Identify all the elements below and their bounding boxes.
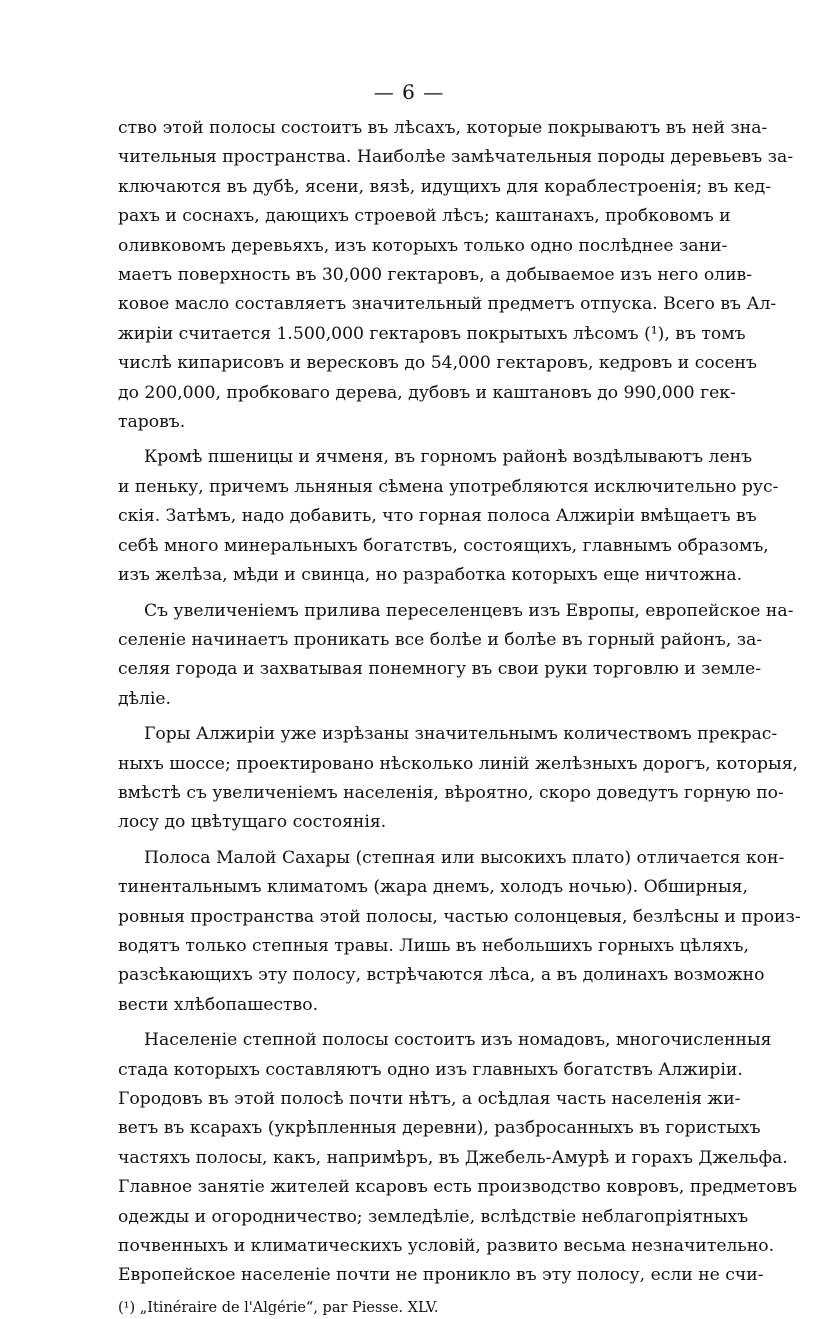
text-line: водятъ только степныя травы. Лишь въ небольшихъ горныхъ цѣляхъ, xyxy=(118,935,749,956)
text-line: разсѣкающихъ эту полосу, встрѣчаются лѣса, а въ долинахъ возможно xyxy=(118,965,765,986)
text-line: жиріи считается 1.500,000 гектаровъ покрытыхъ лѣсомъ (¹), въ томъ xyxy=(118,323,746,344)
text-line: таровъ. xyxy=(118,412,186,433)
paragraph-crops-minerals xyxy=(118,443,779,590)
page-number: — 6 — xyxy=(373,80,445,104)
text-line: тинентальнымъ климатомъ (жара днемъ, холодъ ночью). Обширныя, xyxy=(118,877,748,898)
paragraph-roads xyxy=(118,720,799,838)
text-line: маетъ поверхность въ 30,000 гектаровъ, а добываемое изъ него олив- xyxy=(118,265,753,286)
text-line: дѣліе. xyxy=(118,688,171,709)
text-line: частяхъ полосы, какъ, напримѣръ, въ Джебель-Амурѣ и горахъ Джельфа. xyxy=(118,1147,788,1168)
text-line: селеніе начинаетъ проникать все болѣе и болѣе въ горный районъ, за- xyxy=(118,629,763,650)
text-line: селяя города и захватывая понемногу въ свои руки торговлю и земле- xyxy=(118,659,762,680)
text-line: оливковомъ деревьяхъ, изъ которыхъ только одно послѣднее зани- xyxy=(118,235,728,256)
footnote: (¹) „Itinéraire de l'Algérie“, par Piesse. XLV. xyxy=(118,1299,439,1316)
text-line: ство этой полосы состоитъ въ лѣсахъ, которые покрываютъ въ ней зна- xyxy=(118,118,768,138)
text-line: и пеньку, причемъ льняныя сѣмена употребляются исключительно рус- xyxy=(118,476,779,497)
text-line: числѣ кипарисовъ и вересковъ до 54,000 гектаровъ, кедровъ и сосенъ xyxy=(118,353,757,374)
text-line: стада которыхъ составляютъ одно изъ главныхъ богатствъ Алжиріи. xyxy=(118,1059,743,1080)
text-line: скія. Затѣмъ, надо добавить, что горная полоса Алжиріи вмѣщаетъ въ xyxy=(118,506,757,527)
text-line: почвенныхъ и климатическихъ условій, развито весьма незначительно. xyxy=(118,1236,775,1257)
text-line: Главное занятіе жителей ксаровъ есть производство ковровъ, предметовъ xyxy=(118,1177,798,1198)
text-line: одежды и огородничество; земледѣліе, вслѣдствіе неблагопріятныхъ xyxy=(118,1206,749,1227)
text-line: Съ увеличеніемъ прилива переселенцевъ изъ Европы, европейское на- xyxy=(144,600,794,621)
text-line: изъ желѣза, мѣди и свинца, но разработка которыхъ еще ничтожна. xyxy=(118,565,743,586)
paragraph-forests xyxy=(118,114,794,437)
text-line: Европейское населеніе почти не проникло въ эту полосу, если не счи- xyxy=(118,1265,764,1286)
text-line: ковое масло составляетъ значительный предметъ отпуска. Всего въ Ал- xyxy=(118,294,777,315)
paragraph-little-sahara xyxy=(118,844,801,1020)
paragraph-settlers xyxy=(118,597,794,715)
text-line: вести хлѣбопашество. xyxy=(118,994,319,1015)
text-line: Кромѣ пшеницы и ячменя, въ горномъ районѣ воздѣлываютъ ленъ xyxy=(144,447,753,468)
text-line: ровныя пространства этой полосы, частью солонцевыя, безлѣсны и произ- xyxy=(118,906,801,927)
text-line: себѣ много минеральныхъ богатствъ, состоящихъ, главнымъ образомъ, xyxy=(118,535,769,556)
text-line: Полоса Малой Сахары (степная или высокихъ плато) отличается кон- xyxy=(144,847,785,868)
text-line: Населеніе степной полосы состоитъ изъ номадовъ, многочисленныя xyxy=(144,1030,772,1051)
text-line: лосу до цвѣтущаго состоянія. xyxy=(118,812,387,833)
text-line: ключаются въ дубѣ, ясени, вязѣ, идущихъ для кораблестроенія; въ кед- xyxy=(118,176,772,197)
text-line: Городовъ въ этой полосѣ почти нѣтъ, а осѣдлая часть населенія жи- xyxy=(118,1089,741,1109)
text-line: до 200,000, пробковаго дерева, дубовъ и каштановъ до 990,000 гек- xyxy=(118,382,736,403)
paragraph-steppe-population xyxy=(118,1026,798,1291)
text-line: ныхъ шоссе; проектировано нѣсколько линій желѣзныхъ дорогъ, которыя, xyxy=(118,753,799,774)
text-line: рахъ и соснахъ, дающихъ строевой лѣсъ; каштанахъ, пробковомъ и xyxy=(118,206,731,227)
text-line: чительныя пространства. Наиболѣе замѣчательныя породы деревьевъ за- xyxy=(118,147,794,168)
book-page xyxy=(118,80,801,1319)
text-line: вмѣстѣ съ увеличеніемъ населенія, вѣроятно, скоро доведутъ горную по- xyxy=(118,782,784,803)
text-line: ветъ въ ксарахъ (укрѣпленныя деревни), разбросанныхъ въ гористыхъ xyxy=(118,1118,761,1139)
text-line: Горы Алжиріи уже изрѣзаны значительнымъ количествомъ прекрас- xyxy=(144,724,778,745)
